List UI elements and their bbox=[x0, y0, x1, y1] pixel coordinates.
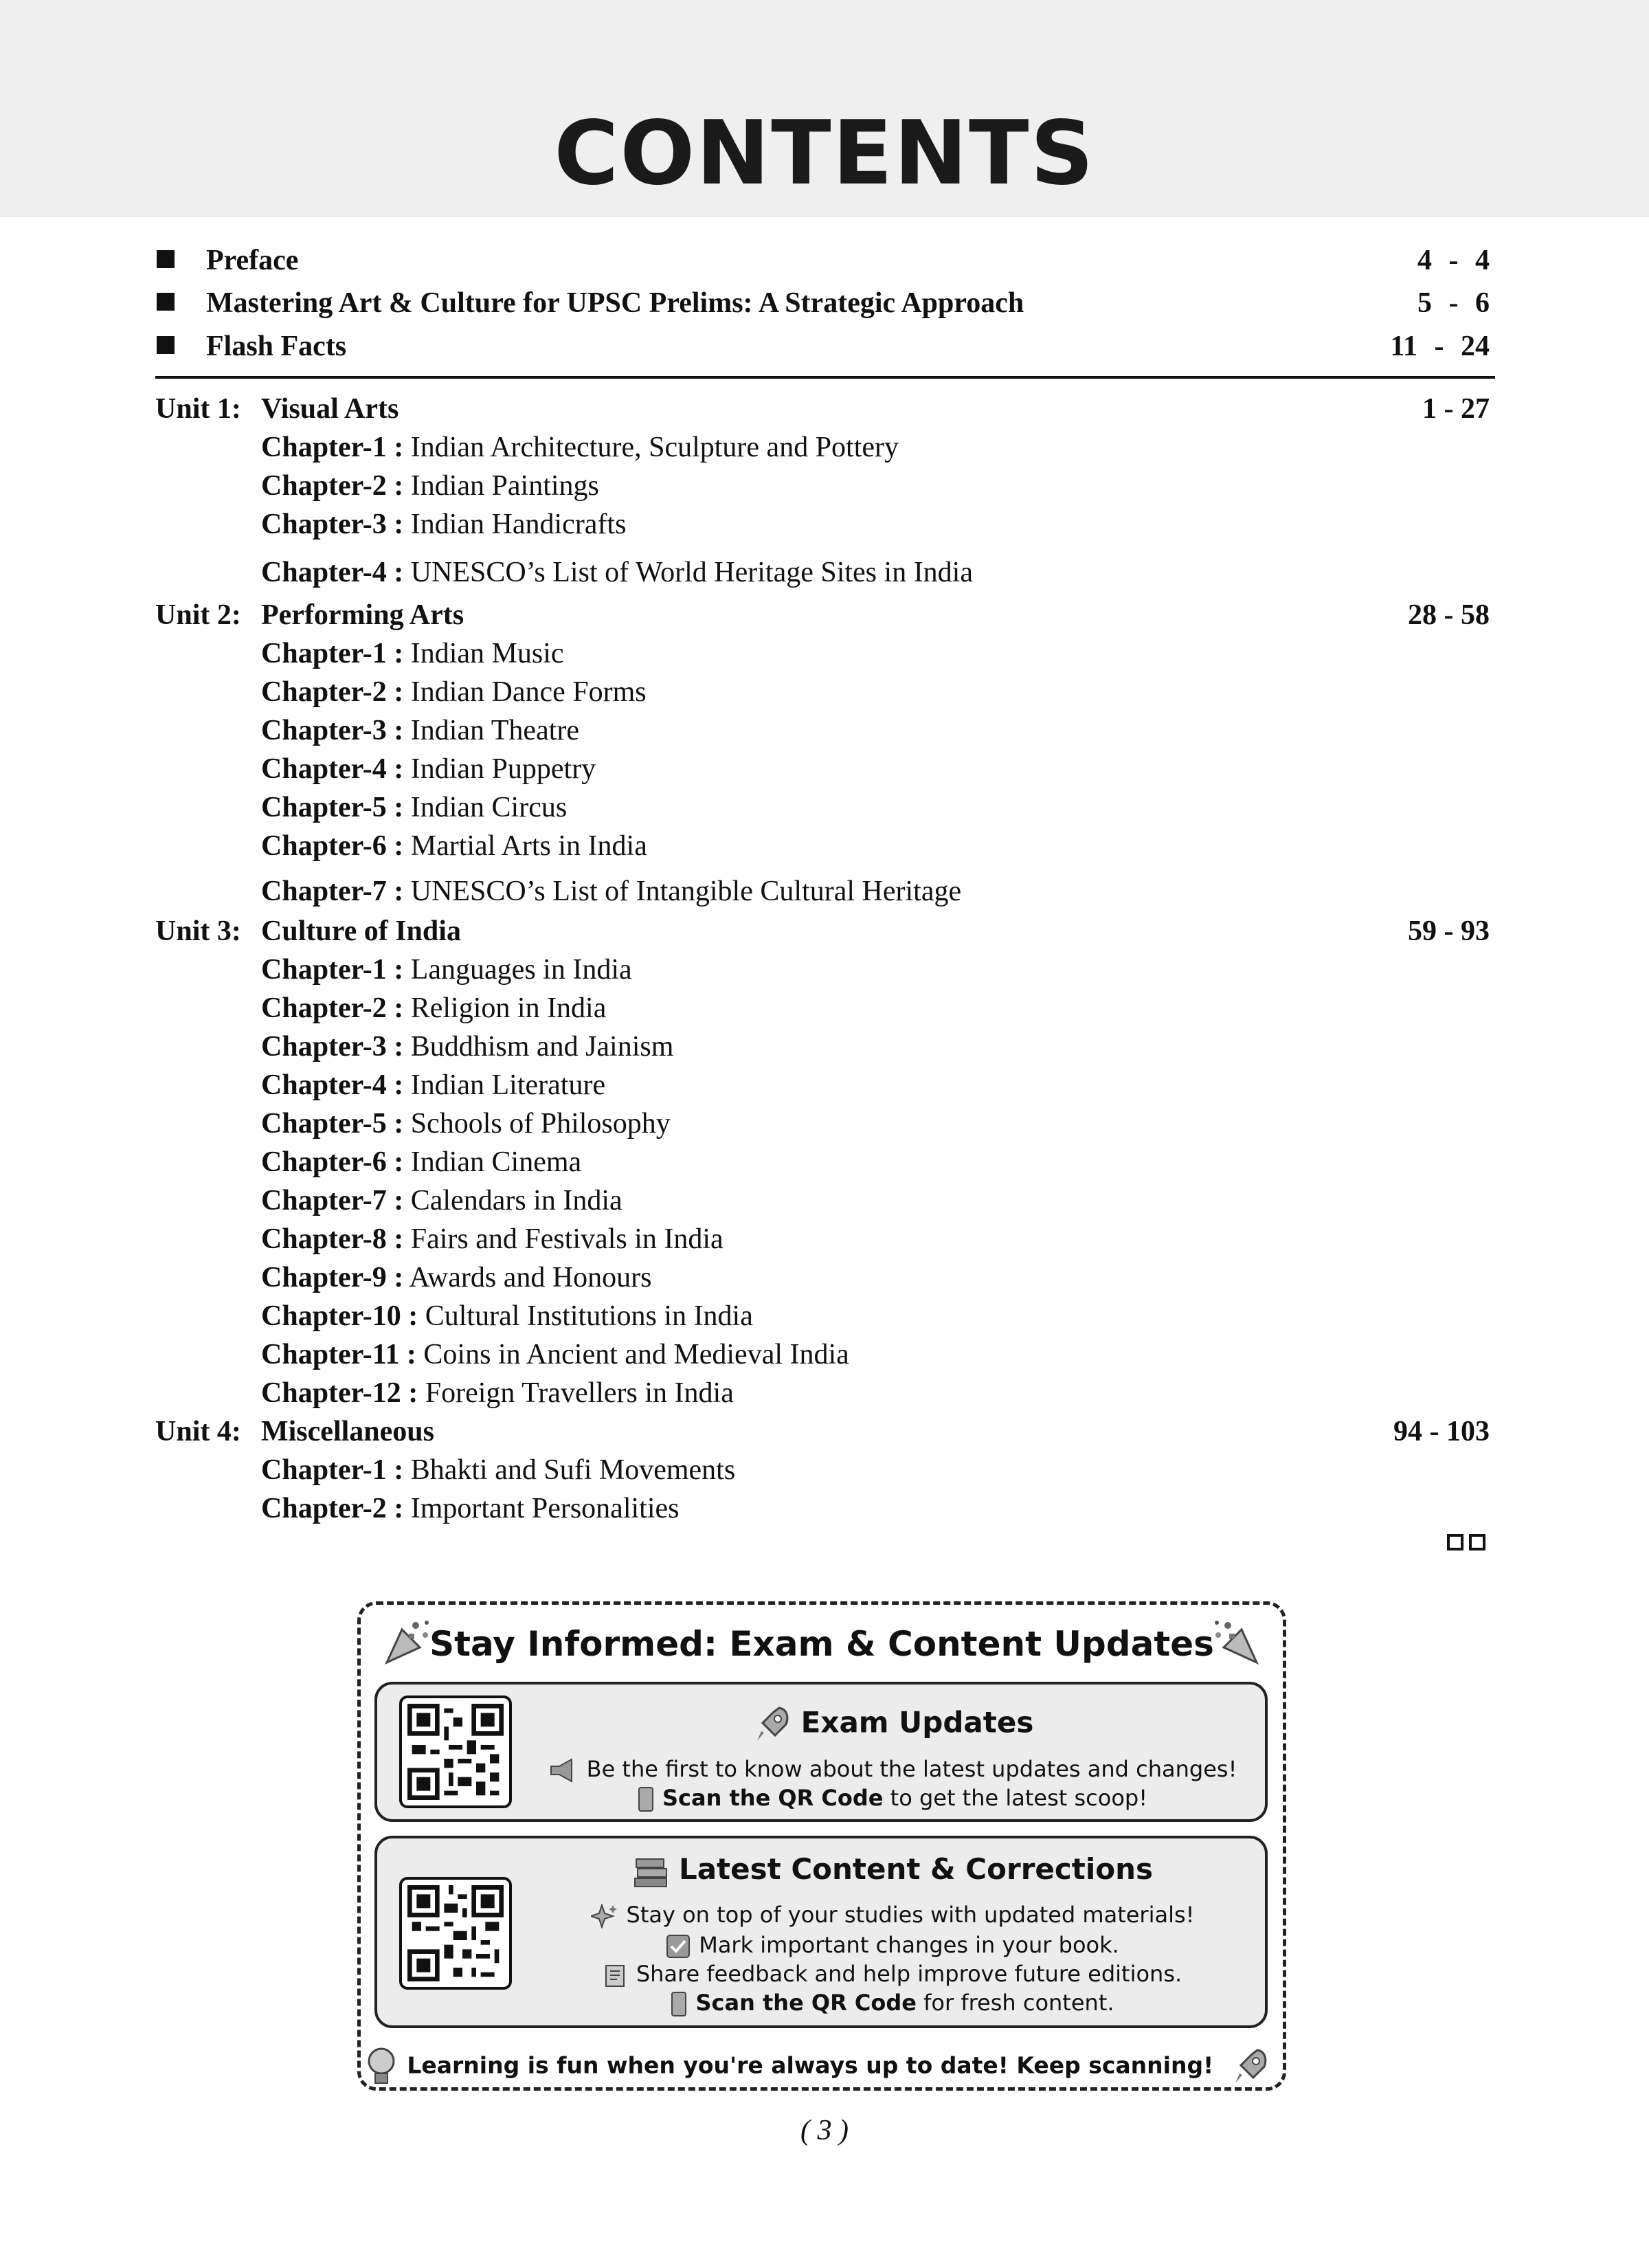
chapter-number: Chapter-2 : bbox=[261, 1493, 404, 1524]
front-matter-title[interactable]: Mastering Art & Culture for UPSC Prelims: A Strategic Approach bbox=[206, 287, 1024, 319]
chapter-title: Coins in Ancient and Medieval India bbox=[423, 1339, 849, 1370]
chapter-entry[interactable] bbox=[261, 1340, 849, 1369]
chapter-title: Calendars in India bbox=[410, 1185, 622, 1216]
chapter-title: UNESCO’s List of World Heritage Sites in India bbox=[410, 557, 973, 588]
chapter-number: Chapter-7 : bbox=[261, 876, 404, 907]
chapter-number: Chapter-12 : bbox=[261, 1377, 418, 1409]
exam-updates-line bbox=[515, 1756, 1270, 1783]
unit-title[interactable]: Performing Arts bbox=[261, 599, 464, 631]
unit-title[interactable]: Miscellaneous bbox=[261, 1416, 434, 1447]
chapter-entry[interactable] bbox=[261, 1032, 673, 1061]
exam-updates-heading-text: Exam Updates bbox=[800, 1705, 1034, 1739]
light-bulb-icon bbox=[364, 2046, 399, 2087]
chapter-title: Indian Handicrafts bbox=[410, 509, 627, 540]
chapter-number: Chapter-3 : bbox=[261, 509, 404, 540]
exam-updates-heading bbox=[515, 1704, 1270, 1745]
unit-label: Unit 1: bbox=[155, 393, 241, 425]
unit-label: Unit 2: bbox=[155, 599, 241, 631]
chapter-entry[interactable] bbox=[261, 793, 567, 822]
chapter-number: Chapter-1 : bbox=[261, 432, 404, 463]
content-updates-line-text: Stay on top of your studies with updated materials! bbox=[626, 1902, 1195, 1928]
front-matter-pages: 11 - 24 bbox=[1390, 331, 1490, 362]
chapter-title: Awards and Honours bbox=[409, 1262, 652, 1293]
chapter-number: Chapter-5 : bbox=[261, 1108, 404, 1139]
qr-code-icon bbox=[407, 1885, 504, 1981]
front-matter-pages: 4 - 4 bbox=[1417, 245, 1490, 276]
end-mark-square bbox=[1447, 1534, 1463, 1550]
chapter-entry[interactable] bbox=[261, 877, 961, 906]
chapter-number: Chapter-6 : bbox=[261, 1146, 404, 1178]
chapter-entry[interactable] bbox=[261, 1263, 652, 1292]
chapter-entry[interactable] bbox=[261, 1148, 581, 1177]
unit-label: Unit 3: bbox=[155, 915, 241, 947]
chapter-entry[interactable] bbox=[261, 1109, 671, 1138]
megaphone-icon bbox=[548, 1758, 579, 1783]
chapter-title: Fairs and Festivals in India bbox=[410, 1223, 723, 1255]
chapter-number: Chapter-3 : bbox=[261, 1031, 404, 1063]
section-divider bbox=[155, 376, 1495, 379]
chapter-number: Chapter-4 : bbox=[261, 557, 404, 588]
chapter-title: Religion in India bbox=[410, 992, 607, 1024]
panel-footer bbox=[361, 2046, 1283, 2087]
chapter-title: UNESCO’s List of Intangible Cultural Heritage bbox=[410, 876, 962, 907]
panel-footer-text: Learning is fun when you're always up to date! Keep scanning! bbox=[407, 2052, 1214, 2079]
content-updates-scan-line bbox=[515, 1990, 1270, 2017]
chapter-title: Bhakti and Sufi Movements bbox=[410, 1454, 736, 1486]
chapter-title: Indian Music bbox=[410, 638, 564, 669]
bullet-square bbox=[157, 250, 175, 268]
chapter-entry[interactable] bbox=[261, 433, 899, 462]
chapter-entry[interactable] bbox=[261, 1186, 622, 1215]
chapter-number: Chapter-9 : bbox=[261, 1262, 404, 1293]
chapter-number: Chapter-2 : bbox=[261, 992, 404, 1024]
chapter-number: Chapter-1 : bbox=[261, 638, 404, 669]
updates-panel bbox=[357, 1601, 1286, 2091]
scan-qr-rest: for fresh content. bbox=[916, 1990, 1114, 2016]
chapter-number: Chapter-10 : bbox=[261, 1300, 418, 1332]
unit-pages: 59 - 93 bbox=[1408, 915, 1490, 947]
chapter-entry[interactable] bbox=[261, 1225, 723, 1254]
chapter-entry[interactable] bbox=[261, 1494, 680, 1523]
sparkles-icon bbox=[591, 1904, 618, 1928]
chapter-title: Indian Architecture, Sculpture and Pottery bbox=[410, 432, 899, 463]
phone-icon bbox=[638, 1786, 654, 1812]
qr-code-icon bbox=[407, 1704, 504, 1800]
memo-icon bbox=[603, 1963, 628, 1988]
exam-updates-qr-code[interactable] bbox=[399, 1696, 512, 1808]
rocket-icon bbox=[752, 1704, 793, 1745]
chapter-number: Chapter-2 : bbox=[261, 676, 404, 708]
panel-title: Stay Informed: Exam & Content Updates bbox=[429, 1624, 1214, 1664]
chapter-entry[interactable] bbox=[261, 1379, 734, 1408]
content-updates-line-text: Share feedback and help improve future editions. bbox=[636, 1961, 1182, 1987]
chapter-entry[interactable] bbox=[261, 558, 973, 587]
scan-qr-rest: to get the latest scoop! bbox=[883, 1785, 1148, 1811]
rocket-icon bbox=[1230, 2046, 1271, 2087]
page-title: CONTENTS bbox=[554, 102, 1095, 205]
chapter-title: Indian Circus bbox=[410, 792, 568, 823]
chapter-entry[interactable] bbox=[261, 716, 579, 745]
chapter-number: Chapter-3 : bbox=[261, 715, 404, 746]
chapter-number: Chapter-2 : bbox=[261, 470, 404, 502]
content-updates-qr-code[interactable] bbox=[399, 1877, 512, 1990]
chapter-entry[interactable] bbox=[261, 1456, 735, 1485]
exam-updates-scan-line bbox=[515, 1785, 1270, 1812]
chapter-entry[interactable] bbox=[261, 1071, 605, 1100]
content-updates-heading bbox=[515, 1852, 1270, 1889]
chapter-number: Chapter-4 : bbox=[261, 753, 404, 785]
chapter-number: Chapter-5 : bbox=[261, 792, 404, 823]
chapter-title: Cultural Institutions in India bbox=[425, 1300, 753, 1332]
chapter-number: Chapter-7 : bbox=[261, 1185, 404, 1216]
unit-title[interactable]: Visual Arts bbox=[261, 393, 399, 425]
chapter-title: Indian Paintings bbox=[410, 470, 599, 502]
end-mark-square bbox=[1469, 1534, 1485, 1550]
unit-pages: 1 - 27 bbox=[1422, 393, 1490, 425]
unit-title[interactable]: Culture of India bbox=[261, 915, 461, 947]
scan-qr-bold: Scan the QR Code bbox=[662, 1785, 884, 1811]
content-updates-line bbox=[515, 1932, 1270, 1959]
page-number: ( 3 ) bbox=[800, 2115, 849, 2146]
chapter-title: Important Personalities bbox=[410, 1493, 680, 1524]
front-matter-pages: 5 - 6 bbox=[1417, 287, 1490, 319]
chapter-number: Chapter-8 : bbox=[261, 1223, 404, 1255]
exam-updates-card bbox=[374, 1682, 1268, 1822]
chapter-number: Chapter-11 : bbox=[261, 1339, 416, 1370]
exam-updates-line-text: Be the first to know about the latest updates and changes! bbox=[586, 1756, 1237, 1782]
content-updates-card bbox=[374, 1836, 1268, 2028]
content-updates-line bbox=[515, 1961, 1270, 1988]
chapter-entry[interactable] bbox=[261, 994, 606, 1023]
unit-pages: 28 - 58 bbox=[1408, 599, 1490, 631]
chapter-entry[interactable] bbox=[261, 832, 647, 860]
chapter-title: Martial Arts in India bbox=[410, 830, 647, 862]
chapter-number: Chapter-1 : bbox=[261, 954, 404, 986]
chapter-entry[interactable] bbox=[261, 955, 632, 984]
front-matter-title[interactable]: Preface bbox=[206, 245, 299, 276]
chapter-number: Chapter-4 : bbox=[261, 1069, 404, 1101]
chapter-title: Indian Cinema bbox=[410, 1146, 582, 1178]
chapter-title: Indian Puppetry bbox=[410, 753, 596, 785]
content-updates-line-text: Mark important changes in your book. bbox=[699, 1932, 1119, 1958]
chapter-title: Languages in India bbox=[410, 954, 632, 986]
chapter-number: Chapter-6 : bbox=[261, 830, 404, 862]
phone-icon bbox=[671, 1991, 687, 2017]
bullet-square bbox=[157, 336, 175, 354]
front-matter-title[interactable]: Flash Facts bbox=[206, 331, 347, 362]
chapter-number: Chapter-1 : bbox=[261, 1454, 404, 1486]
chapter-entry[interactable] bbox=[261, 639, 564, 668]
content-updates-heading-text: Latest Content & Corrections bbox=[678, 1852, 1154, 1886]
scan-qr-bold: Scan the QR Code bbox=[695, 1990, 917, 2016]
chapter-entry[interactable] bbox=[261, 755, 596, 783]
chapter-entry[interactable] bbox=[261, 1302, 753, 1331]
chapter-title: Schools of Philosophy bbox=[410, 1108, 671, 1139]
chapter-title: Indian Literature bbox=[410, 1069, 606, 1101]
chapter-title: Indian Dance Forms bbox=[410, 676, 647, 708]
chapter-entry[interactable] bbox=[261, 471, 599, 500]
chapter-title: Foreign Travellers in India bbox=[425, 1377, 734, 1409]
unit-label: Unit 4: bbox=[155, 1416, 241, 1447]
chapter-title: Indian Theatre bbox=[410, 715, 580, 746]
bullet-square bbox=[157, 293, 175, 311]
chapter-title: Buddhism and Jainism bbox=[410, 1031, 674, 1063]
content-updates-line bbox=[515, 1902, 1270, 1928]
checkbox-icon bbox=[666, 1934, 691, 1959]
books-icon bbox=[632, 1854, 671, 1889]
chapter-entry[interactable] bbox=[261, 510, 626, 539]
chapter-entry[interactable] bbox=[261, 678, 647, 707]
unit-pages: 94 - 103 bbox=[1393, 1416, 1490, 1447]
